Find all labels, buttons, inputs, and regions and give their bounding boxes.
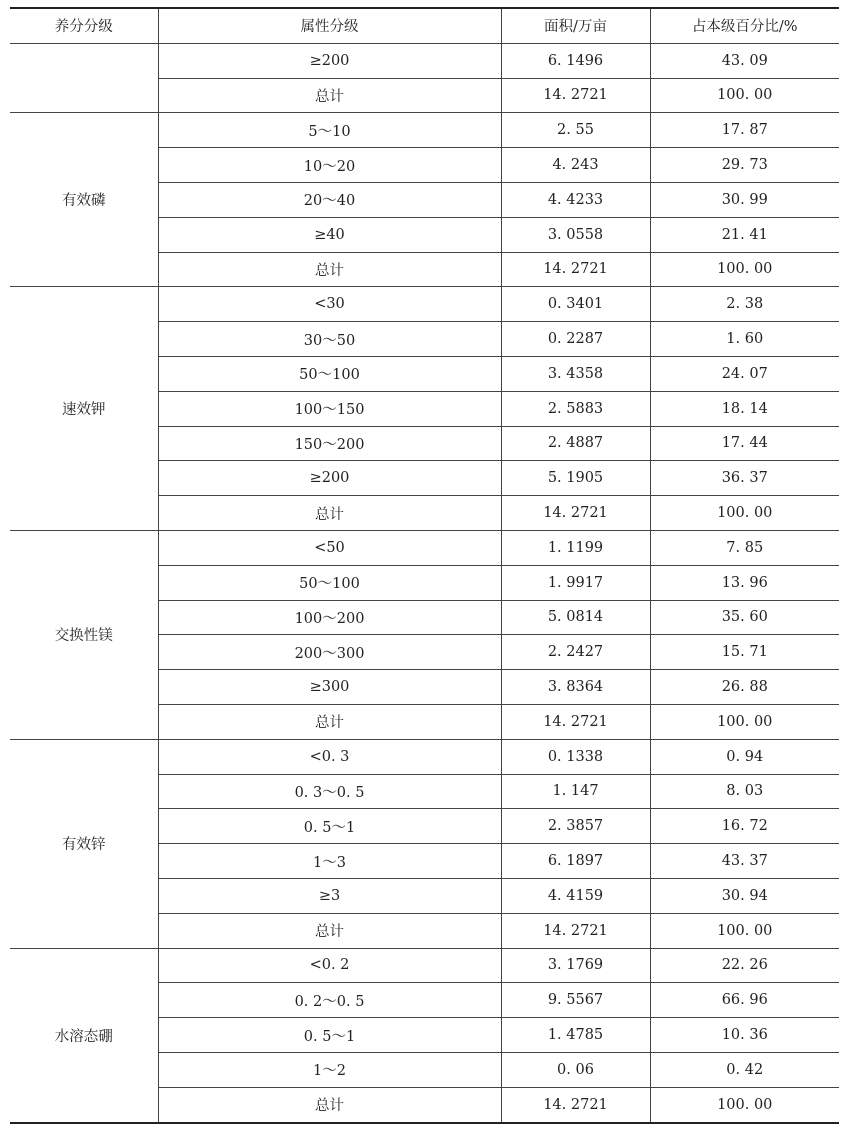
attribute-grade-cell: 10～20 xyxy=(158,148,501,183)
area-cell: 1. 1199 xyxy=(501,530,650,565)
attribute-grade-cell: 总计 xyxy=(158,78,501,113)
percentage-cell: 16. 72 xyxy=(650,809,839,844)
percentage-cell: 17. 44 xyxy=(650,426,839,461)
percentage-cell: 10. 36 xyxy=(650,1018,839,1053)
attribute-grade-cell: 5～10 xyxy=(158,113,501,148)
area-cell: 0. 1338 xyxy=(501,739,650,774)
percentage-cell: 43. 09 xyxy=(650,43,839,78)
attribute-grade-cell: 200～300 xyxy=(158,635,501,670)
attribute-grade-cell: 总计 xyxy=(158,252,501,287)
area-cell: 2. 2427 xyxy=(501,635,650,670)
percentage-cell: 100. 00 xyxy=(650,913,839,948)
nutrient-group-cell: 有效磷 xyxy=(10,113,158,287)
area-cell: 6. 1897 xyxy=(501,844,650,879)
percentage-cell: 1. 60 xyxy=(650,322,839,357)
header-row xyxy=(10,8,839,43)
attribute-grade-cell: ≥200 xyxy=(158,461,501,496)
percentage-cell: 0. 42 xyxy=(650,1052,839,1087)
percentage-cell: 7. 85 xyxy=(650,530,839,565)
area-cell: 2. 55 xyxy=(501,113,650,148)
attribute-grade-cell: 50～100 xyxy=(158,565,501,600)
table-row xyxy=(10,287,839,322)
nutrient-group-cell: 交换性镁 xyxy=(10,530,158,739)
area-cell: 14. 2721 xyxy=(501,913,650,948)
area-cell: 5. 0814 xyxy=(501,600,650,635)
percentage-cell: 17. 87 xyxy=(650,113,839,148)
area-cell: 5. 1905 xyxy=(501,461,650,496)
attribute-grade-cell: 0. 5～1 xyxy=(158,809,501,844)
header-nutrient-grade: 养分分级 xyxy=(10,8,158,43)
area-cell: 1. 147 xyxy=(501,774,650,809)
area-cell: 3. 0558 xyxy=(501,217,650,252)
area-cell: 14. 2721 xyxy=(501,704,650,739)
percentage-cell: 21. 41 xyxy=(650,217,839,252)
nutrient-group-cell: 有效锌 xyxy=(10,739,158,948)
area-cell: 14. 2721 xyxy=(501,496,650,531)
percentage-cell: 30. 99 xyxy=(650,182,839,217)
area-cell: 4. 4159 xyxy=(501,878,650,913)
nutrient-group-cell: 速效钾 xyxy=(10,287,158,531)
area-cell: 0. 2287 xyxy=(501,322,650,357)
area-cell: 4. 243 xyxy=(501,148,650,183)
area-cell: 3. 8364 xyxy=(501,670,650,705)
percentage-cell: 8. 03 xyxy=(650,774,839,809)
nutrient-grade-table xyxy=(10,7,839,1124)
attribute-grade-cell: 总计 xyxy=(158,496,501,531)
data-table-container xyxy=(10,7,839,1124)
attribute-grade-cell: <30 xyxy=(158,287,501,322)
attribute-grade-cell: 50～100 xyxy=(158,356,501,391)
table-row xyxy=(10,739,839,774)
area-cell: 9. 5567 xyxy=(501,983,650,1018)
attribute-grade-cell: 0. 3～0. 5 xyxy=(158,774,501,809)
area-cell: 6. 1496 xyxy=(501,43,650,78)
table-row xyxy=(10,530,839,565)
percentage-cell: 100. 00 xyxy=(650,1087,839,1122)
area-cell: 1. 4785 xyxy=(501,1018,650,1053)
percentage-cell: 100. 00 xyxy=(650,704,839,739)
percentage-cell: 0. 94 xyxy=(650,739,839,774)
area-cell: 3. 1769 xyxy=(501,948,650,983)
header-attribute-grade: 属性分级 xyxy=(158,8,501,43)
area-cell: 2. 4887 xyxy=(501,426,650,461)
attribute-grade-cell: 100～200 xyxy=(158,600,501,635)
attribute-grade-cell: 总计 xyxy=(158,913,501,948)
area-cell: 2. 5883 xyxy=(501,391,650,426)
attribute-grade-cell: 30～50 xyxy=(158,322,501,357)
attribute-grade-cell: 0. 5～1 xyxy=(158,1018,501,1053)
area-cell: 14. 2721 xyxy=(501,78,650,113)
attribute-grade-cell: 1～2 xyxy=(158,1052,501,1087)
percentage-cell: 24. 07 xyxy=(650,356,839,391)
table-body xyxy=(10,43,839,1122)
attribute-grade-cell: ≥3 xyxy=(158,878,501,913)
attribute-grade-cell: ≥40 xyxy=(158,217,501,252)
table-row xyxy=(10,948,839,983)
nutrient-group-cell xyxy=(10,43,158,113)
header-area: 面积/万亩 xyxy=(501,8,650,43)
area-cell: 0. 3401 xyxy=(501,287,650,322)
attribute-grade-cell: ≥300 xyxy=(158,670,501,705)
percentage-cell: 13. 96 xyxy=(650,565,839,600)
area-cell: 0. 06 xyxy=(501,1052,650,1087)
area-cell: 4. 4233 xyxy=(501,182,650,217)
table-row xyxy=(10,113,839,148)
attribute-grade-cell: 150～200 xyxy=(158,426,501,461)
table-row xyxy=(10,43,839,78)
attribute-grade-cell: 100～150 xyxy=(158,391,501,426)
percentage-cell: 15. 71 xyxy=(650,635,839,670)
percentage-cell: 43. 37 xyxy=(650,844,839,879)
percentage-cell: 100. 00 xyxy=(650,252,839,287)
area-cell: 14. 2721 xyxy=(501,252,650,287)
percentage-cell: 26. 88 xyxy=(650,670,839,705)
percentage-cell: 22. 26 xyxy=(650,948,839,983)
percentage-cell: 100. 00 xyxy=(650,78,839,113)
area-cell: 3. 4358 xyxy=(501,356,650,391)
area-cell: 1. 9917 xyxy=(501,565,650,600)
percentage-cell: 18. 14 xyxy=(650,391,839,426)
percentage-cell: 35. 60 xyxy=(650,600,839,635)
attribute-grade-cell: <50 xyxy=(158,530,501,565)
attribute-grade-cell: ≥200 xyxy=(158,43,501,78)
header-percentage: 占本级百分比/% xyxy=(650,8,839,43)
attribute-grade-cell: 1～3 xyxy=(158,844,501,879)
attribute-grade-cell: <0. 3 xyxy=(158,739,501,774)
percentage-cell: 36. 37 xyxy=(650,461,839,496)
percentage-cell: 29. 73 xyxy=(650,148,839,183)
area-cell: 14. 2721 xyxy=(501,1087,650,1122)
attribute-grade-cell: 20～40 xyxy=(158,182,501,217)
attribute-grade-cell: 0. 2～0. 5 xyxy=(158,983,501,1018)
attribute-grade-cell: 总计 xyxy=(158,1087,501,1122)
nutrient-group-cell: 水溶态硼 xyxy=(10,948,158,1122)
percentage-cell: 2. 38 xyxy=(650,287,839,322)
percentage-cell: 100. 00 xyxy=(650,496,839,531)
percentage-cell: 66. 96 xyxy=(650,983,839,1018)
attribute-grade-cell: 总计 xyxy=(158,704,501,739)
area-cell: 2. 3857 xyxy=(501,809,650,844)
attribute-grade-cell: <0. 2 xyxy=(158,948,501,983)
percentage-cell: 30. 94 xyxy=(650,878,839,913)
